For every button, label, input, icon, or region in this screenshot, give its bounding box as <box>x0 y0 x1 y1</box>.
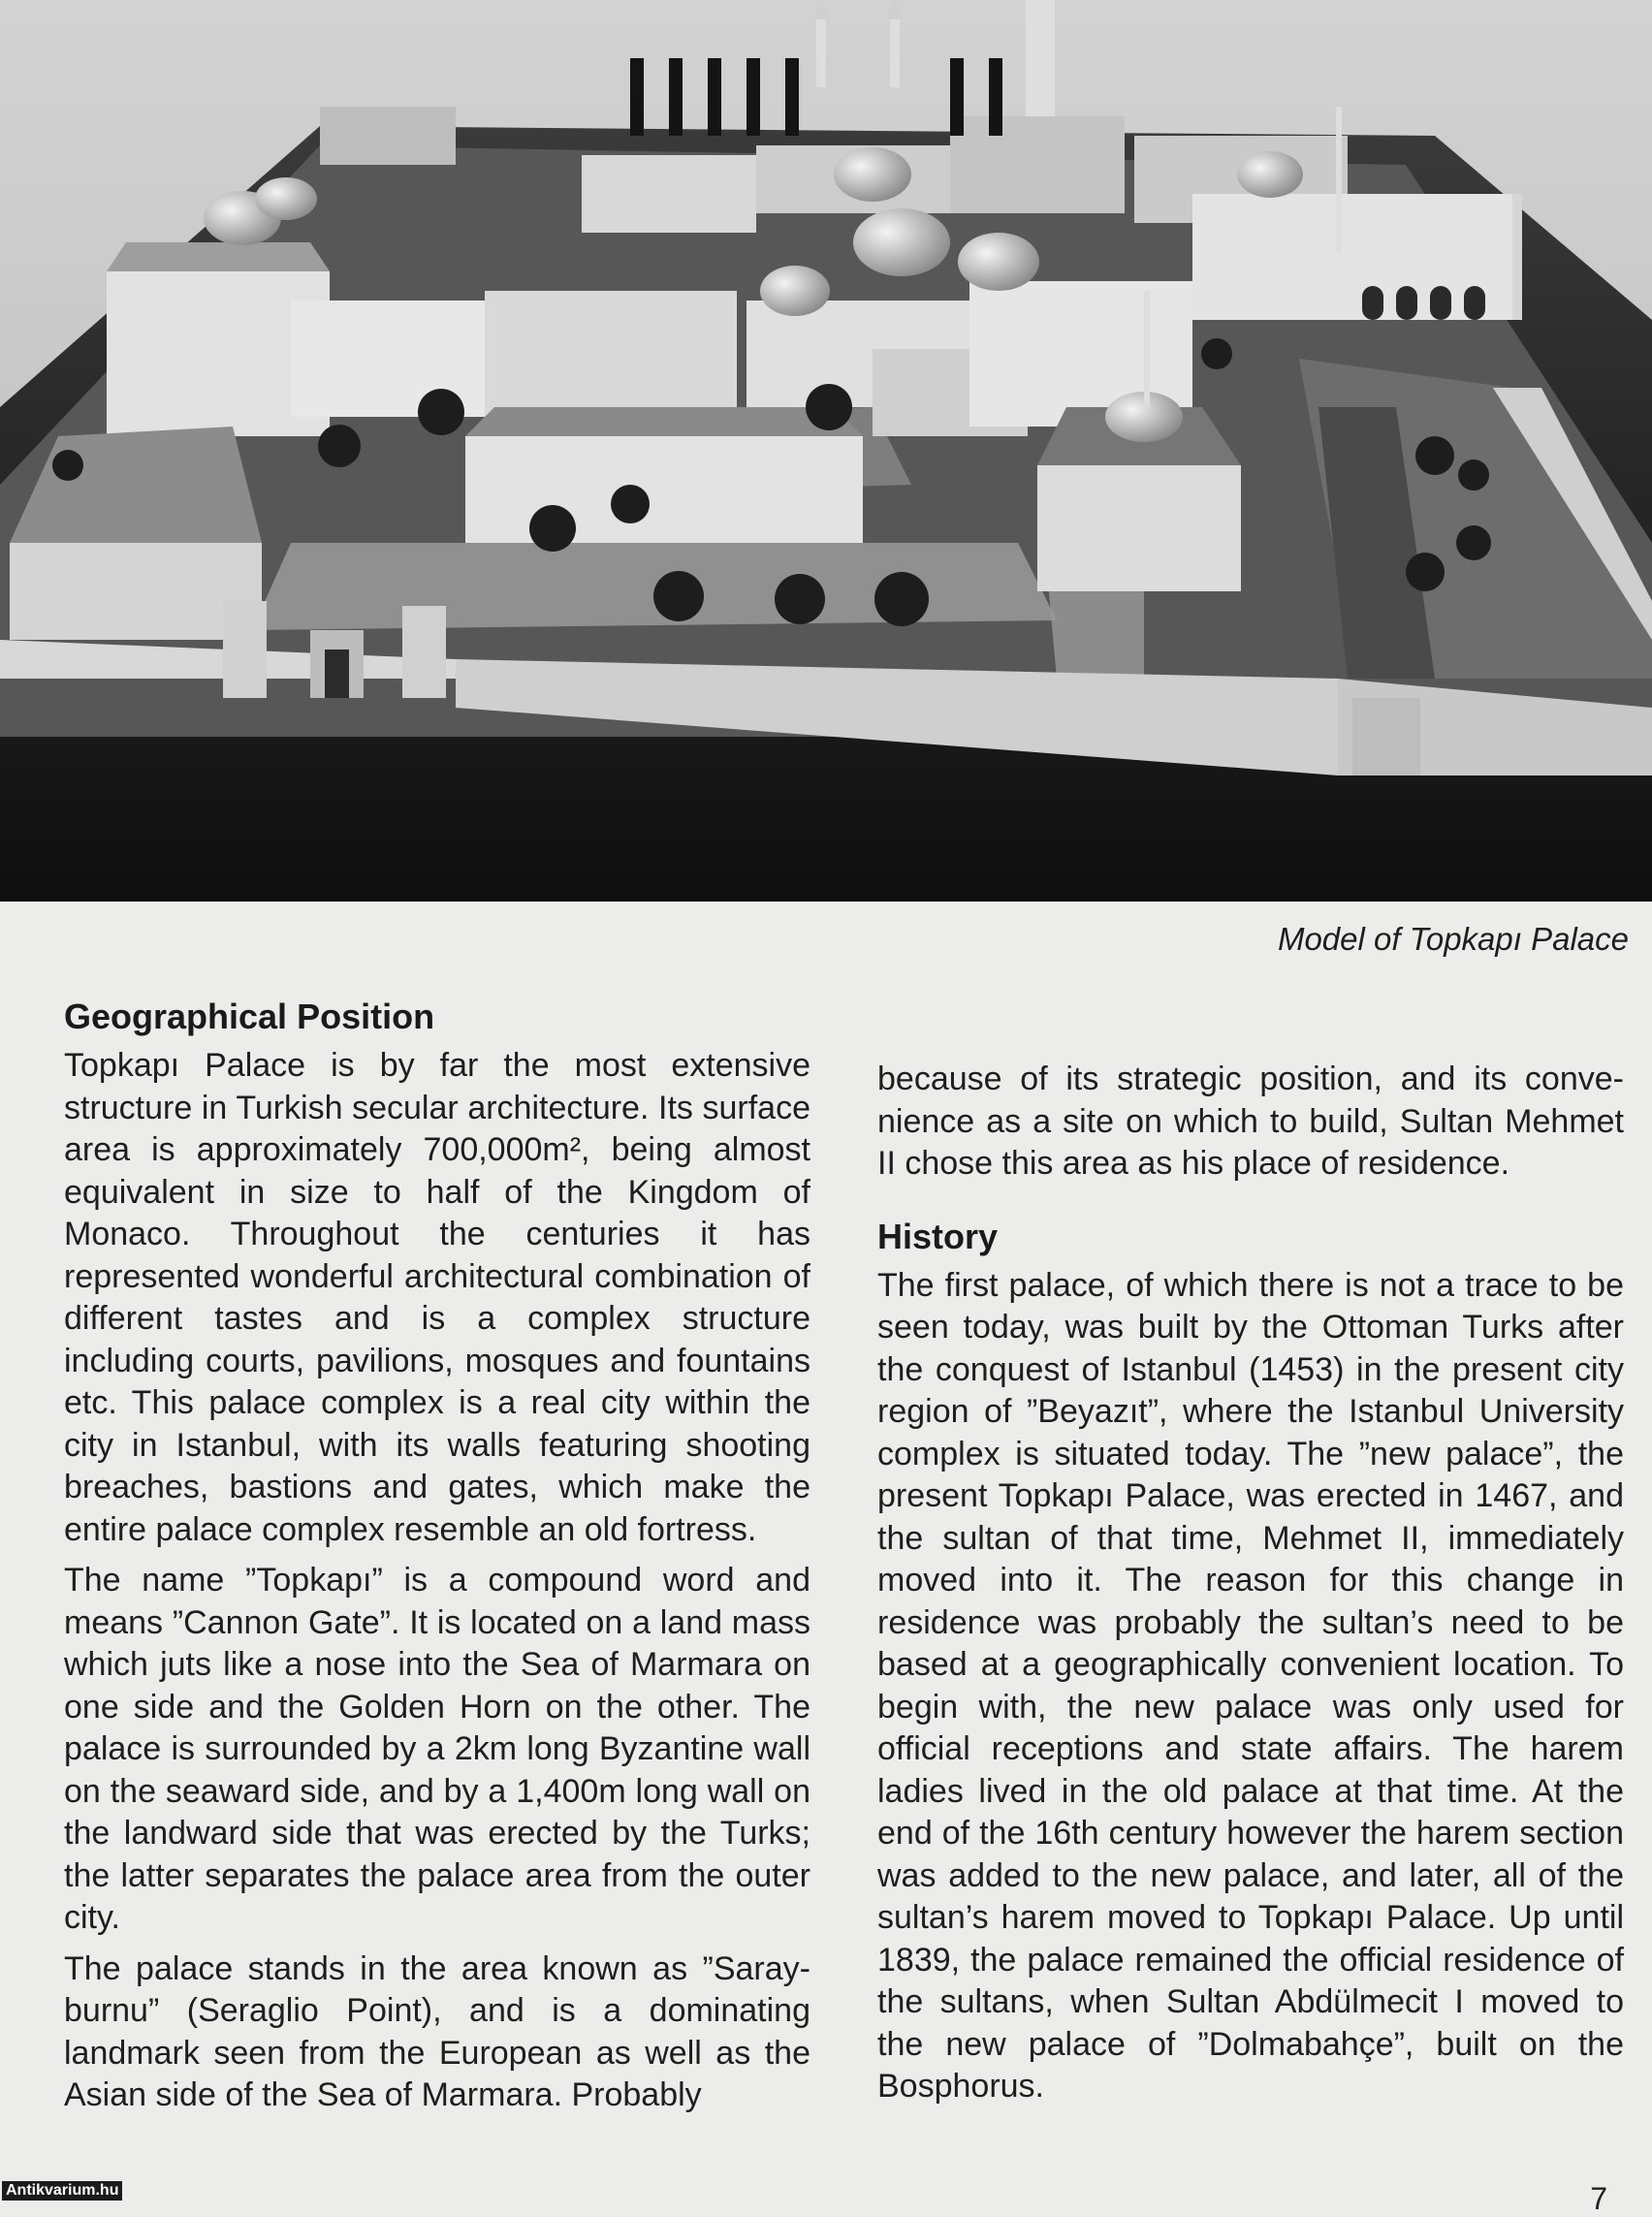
figure-caption: Model of Topkapı Palace <box>1277 921 1629 957</box>
paragraph: The name ”Topkapı” is a compound word and means ”Cannon Gate”. It is located on a land mass which juts like a nose into the Sea of Marmara on one side and the Golden Horn on the other. The palace is surrounded by a 2km long Byzantine wall on the seaward side, and by a 1,400m long wall on the landward side that was erected by the Turks; the latter separates the palace area from the outer city. <box>64 1562 810 1936</box>
paragraph: Topkapı Palace is by far the most extensive structure in Turkish secular architecture. Its surface area is approximately 700,000m², being almost equivalent in size to half of the Kingdom of Monaco. Throughout the centuries it has represented wonderful architectural combination of different tastes and is a complex structure including courts, pavilions, mosques and fountains etc. This palace complex is a real city within the city in Istanbul, with its walls featuring shooting breaches, bastions and gates, which make the entire palace complex resemble an old fortress. <box>64 1047 810 1548</box>
left-column <box>64 989 810 2117</box>
paragraph: The palace stands in the area known as ”Sarayburnu” (Seraglio Point), and is a dominating landmark seen from the European as well as the Asian side of the Sea of Marmara. Probably <box>64 1949 810 2113</box>
section-heading-history: History <box>877 1216 999 1256</box>
paragraph-continuation: because of its strategic position, and its convenience as a site on which to build, Sultan Mehmet II chose this area as his place of residence. <box>877 1061 1624 1182</box>
right-column <box>877 1059 1624 2108</box>
paragraph: The first palace, of which there is not a trace to be seen today, was built by the Ottoman Turks after the conquest of Istanbul (1453) in the present city region of ”Beyazıt”, where the Istanbul University complex is situated today. The ”new palace”, the present Topkapı Palace, was erected in 1467, and the sultan of that time, Mehmet II, immediately moved into it. The reason for this change in residence was probably the sultan’s need to be based at a geographically convenient location. To begin with, the new palace was only used for official receptions and state affairs. The harem ladies lived in the old palace at that time. At the end of the 16th century however the harem section was added to the new palace, and later, all of the sultan’s harem moved to Topkapı Palace. Up until 1839, the palace remained the official residence of the sultans, when Sultan Abdülmecit I moved to the new palace of ”Dolmabahçe”, built on the Bosphorus. <box>877 1266 1624 2105</box>
section-heading-geographical-position: Geographical Position <box>64 997 435 1036</box>
page-number: 7 <box>1590 2181 1607 2216</box>
palace-model-photo <box>0 0 1652 902</box>
watermark: Antikvarium.hu <box>2 2181 122 2201</box>
